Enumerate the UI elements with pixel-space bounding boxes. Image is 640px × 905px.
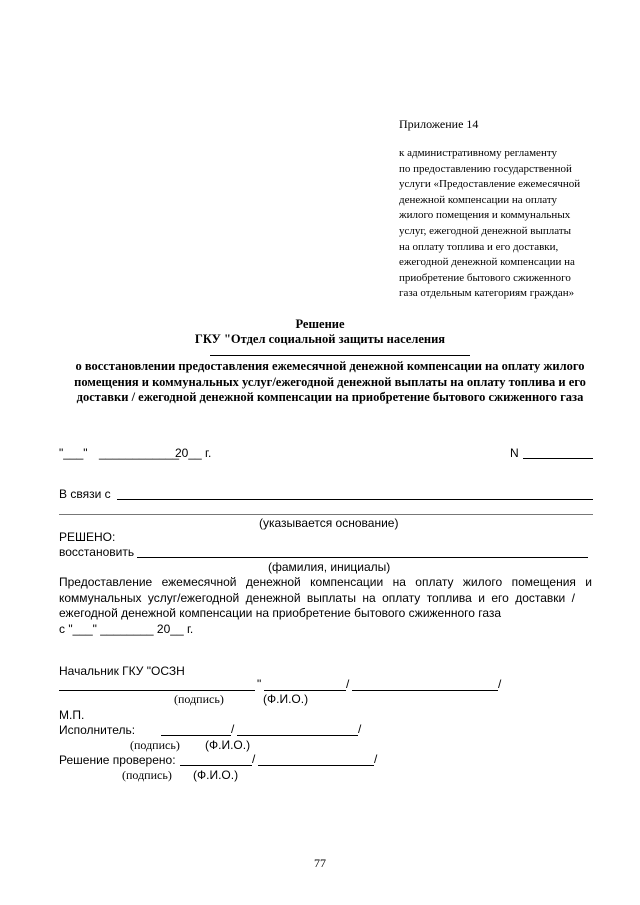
checked-name-line [258, 765, 374, 766]
name-caption: (Ф.И.О.) [263, 692, 309, 706]
number-label: N [510, 446, 519, 460]
issuer-title: ГКУ "Отдел социальной защиты населения [194, 332, 446, 346]
decision-paragraph [59, 575, 592, 622]
appendix-line: газа отдельным категориям граждан» [399, 287, 575, 300]
executor-label: Исполнитель: [59, 723, 136, 737]
appendix-line: жилого помещения и коммунальных [399, 209, 571, 222]
paragraph-line: Предоставление ежемесячной денежной компенсации на оплату жилого помещения и [59, 575, 592, 589]
slash: / [252, 752, 256, 766]
checked-label: Решение проверено: [59, 753, 176, 767]
restore-blank-line [137, 557, 588, 558]
paragraph-line: коммунальных услуг/ежегодной денежной выплаты на оплату топлива и его доставки / [59, 590, 575, 605]
date-year: 20__ г. [175, 446, 212, 460]
stamp-label: М.П. [59, 708, 85, 722]
name-caption: (Ф.И.О.) [193, 768, 239, 782]
reason-label: В связи с [59, 487, 111, 501]
day-blank: ___ [63, 446, 84, 460]
date-month-blank: ____________ [99, 446, 180, 460]
signature-caption: (подпись) [130, 738, 180, 752]
reason-second-line [59, 514, 593, 515]
reason-blank-line [117, 499, 593, 500]
slash: / [498, 677, 502, 691]
name-caption: (Ф.И.О.) [205, 738, 251, 752]
quote: " [83, 446, 88, 460]
appendix-line: на оплату топлива и его доставки, [399, 240, 559, 253]
signature-caption: (подпись) [122, 768, 172, 782]
appendix-line: денежной компенсации на оплату [399, 193, 558, 206]
head-date-line [264, 690, 346, 691]
restore-label: восстановить [59, 545, 135, 559]
date-day [59, 446, 88, 460]
appendix-line: ежегодной денежной компенсации на [399, 256, 575, 269]
signature-caption: (подпись) [174, 692, 224, 706]
executor-sign-line [161, 735, 231, 736]
executor-name-line [237, 735, 358, 736]
appendix-line: по предоставлению государственной [399, 162, 572, 175]
paragraph-line: ежегодной денежной компенсации на приобретение бытового сжиженного газа [59, 606, 502, 620]
checked-sign-line [180, 765, 252, 766]
issuer-blank-line [210, 355, 470, 356]
quote: " [59, 446, 64, 460]
head-signature-line [59, 690, 255, 691]
head-title: Начальник ГКУ "ОСЗН [59, 664, 185, 678]
decision-heading: РЕШЕНО: [59, 530, 116, 544]
page-number: 77 [314, 856, 326, 870]
number-blank-line [523, 458, 593, 459]
reason-caption: (указывается основание) [259, 516, 399, 530]
head-name-line [352, 690, 498, 691]
appendix-reference [399, 146, 580, 302]
appendix-number: Приложение 14 [399, 117, 479, 131]
restore-caption: (фамилия, инициалы) [268, 560, 391, 574]
appendix-line: приобретение бытового сжиженного [399, 271, 571, 284]
appendix-line: услуги «Предоставление ежемесячной [399, 178, 581, 191]
decision-subject: о восстановлении предоставления ежемесячной денежной компенсации на оплату жилого помещения и коммунальных услуг/ежегодной денежной выплаты на оплату топлива и его доставки / ежегодной денежной компенсации на приобретение бытового сжиженного газа [74, 359, 586, 404]
slash: / [358, 722, 362, 736]
slash: / [374, 752, 378, 766]
appendix-line: услуг, ежегодной денежной выплаты [399, 224, 572, 237]
appendix-line: к административному регламенту [399, 147, 557, 159]
effective-date: с "___" ________ 20__ г. [59, 622, 194, 636]
slash: / [231, 722, 235, 736]
document-title: Решение [295, 317, 345, 331]
quote: " [257, 677, 262, 691]
slash: / [346, 677, 350, 691]
